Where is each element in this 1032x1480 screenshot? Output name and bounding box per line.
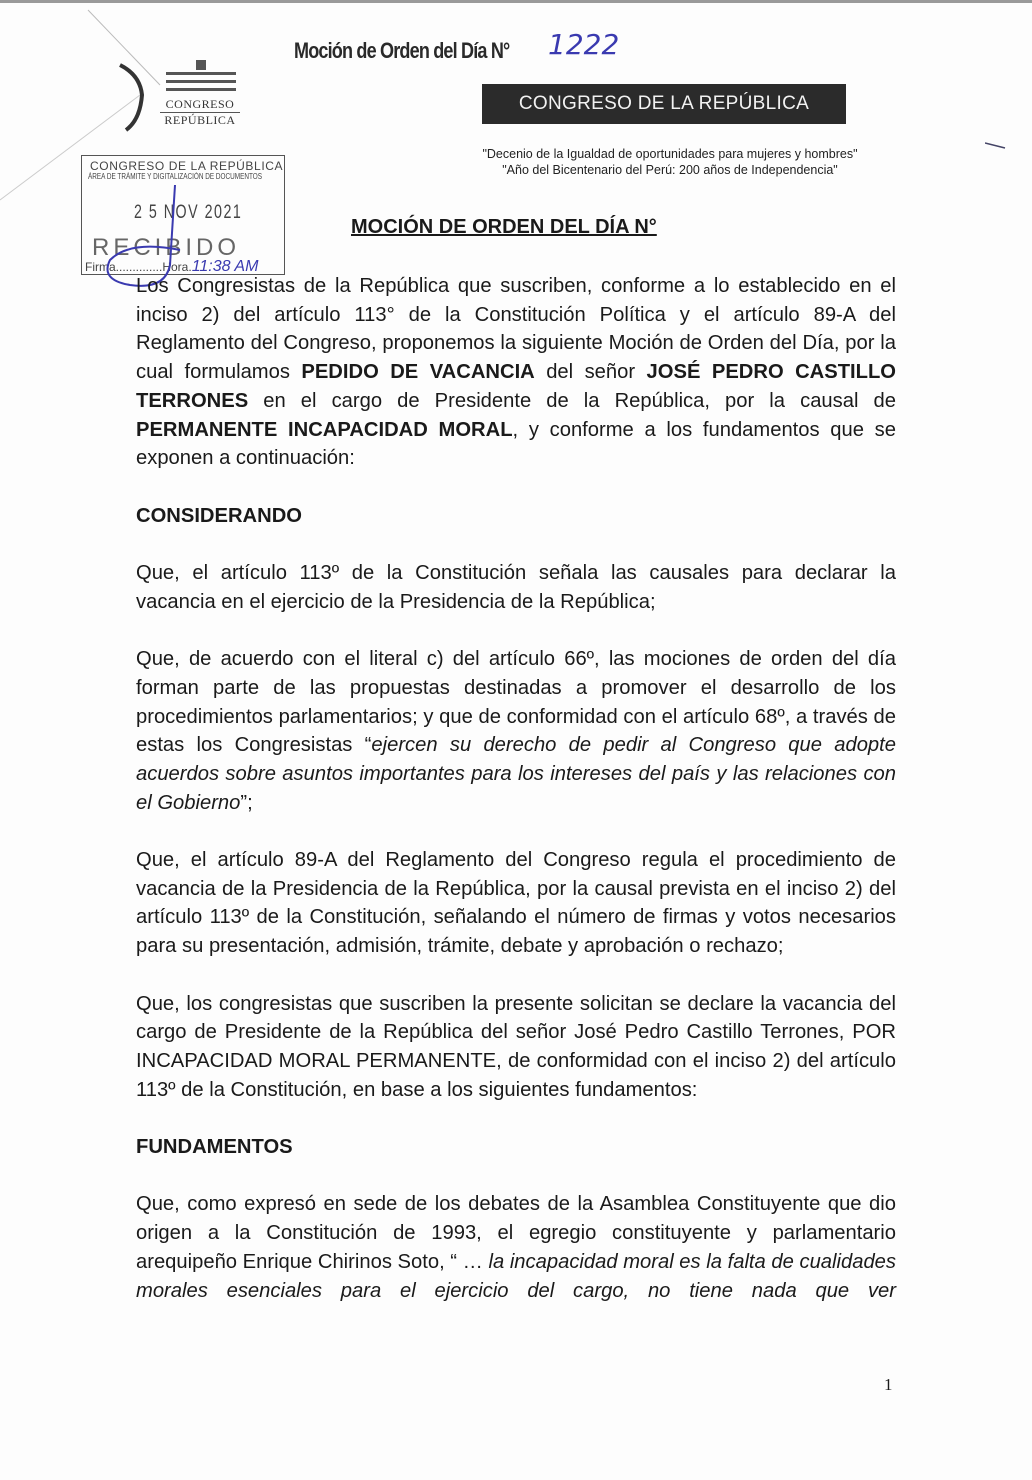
header-banner: CONGRESO DE LA REPÚBLICA: [482, 84, 846, 124]
italic-quote: la incapacidad moral es la falta de cualidades morales esenciales para el ejercicio del cargo, no tiene nada que ver: [136, 1250, 896, 1302]
stamp-date: 2 5 NOV 2021: [134, 202, 243, 223]
bold-text: PEDIDO DE VACANCIA: [301, 361, 535, 384]
text-run: Que, como expresó en sede de los debates de la Asamblea Constituyente que dio origen a la Constitución de 1993, el egregio constituyente y parlamentario arequipeño Enrique Chirinos Soto, “ …: [136, 1193, 896, 1273]
motto-2: "Año del Bicentenario del Perú: 200 años de Independencia": [502, 163, 838, 177]
text-run: FUNDAMENTOS: [136, 1136, 293, 1158]
section-heading: [136, 1133, 896, 1162]
italic-quote: ejercen su derecho de pedir al Congreso que adopte acuerdos sobre asuntos importantes para los intereses del país y las relaciones con el Gobierno: [136, 734, 896, 814]
pen-mark: [985, 140, 1007, 150]
mocion-number-handwritten: 1222: [548, 28, 620, 61]
bold-text: PERMANENTE INCAPACIDAD MORAL: [136, 418, 513, 441]
document-title: MOCIÓN DE ORDEN DEL DÍA N°: [351, 216, 657, 238]
bold-text: JOSÉ PEDRO CASTILLO TERRONES: [136, 361, 897, 412]
mottos: [420, 146, 920, 178]
document-body: [136, 272, 896, 1334]
paragraph: [136, 559, 896, 616]
congreso-logo-text: [160, 97, 240, 128]
stamp-line2: ÁREA DE TRÁMITE Y DIGITALIZACIÓN DE DOCUMENTOS: [88, 172, 263, 181]
motto-1: "Decenio de la Igualdad de oportunidades para mujeres y hombres": [482, 147, 858, 161]
text-run: , y conforme a los fundamentos que se exponen a continuación:: [136, 418, 896, 470]
hora-label: Hora.: [162, 260, 192, 274]
paragraph: [136, 1190, 896, 1305]
hora-value: 11:38 AM: [191, 258, 259, 275]
text-run: Los Congresistas de la República que suscriben, conforme a lo establecido en el inciso 2) del artículo 113° de la Constitución Política y el artículo 89-A del Reglamento del Congreso, proponemos la siguiente Moción de Orden del Día, por la cual formulamos: [136, 275, 896, 384]
paragraph: [136, 990, 896, 1105]
text-run: Que, el artículo 89-A del Reglamento del Congreso regula el procedimiento de vacancia de la Presidencia de la República, por la causal prevista en el inciso 2) del artículo 113º de la Constitución, señalando el número de firmas y votos necesarios para su presentación, admisión, trámite, debate y aprobación o rechazo;: [136, 849, 896, 958]
text-run: Que, el artículo 113º de la Constitución señala las causales para declarar la vacancia en el ejercicio de la Presidencia de la República;: [136, 562, 896, 613]
page-number: 1: [884, 1375, 893, 1394]
text-run: del señor: [534, 361, 647, 384]
text-run: en el cargo de Presidente de la República, por la causal de: [248, 389, 896, 412]
text-run: ”;: [240, 791, 253, 814]
paragraph: [136, 645, 896, 817]
stamp-status: RECIBIDO: [92, 234, 241, 261]
section-heading: [136, 502, 896, 531]
text-run: Que, los congresistas que suscriben la presente solicitan se declare la vacancia del cargo de Presidente de la República del señor José Pedro Castillo Terrones, POR INCAPACIDAD MORAL PERMANENTE, de conformidad con el inciso 2) del artículo 113º de la Constitución, en base a los siguientes fundamentos:: [136, 992, 896, 1101]
text-run: CONSIDERANDO: [136, 504, 302, 527]
paragraph: [136, 846, 896, 961]
text-run: Que, de acuerdo con el literal c) del artículo 66º, las mociones de orden del día forman parte de las propuestas destinadas a promover el desarrollo de los procedimientos parlamentarios; y que de conformidad con el artículo 68º, a través de estas los Congresistas “: [136, 648, 896, 757]
firma-label: Firma..............: [85, 260, 163, 274]
stamp-line1: CONGRESO DE LA REPÚBLICA: [90, 159, 284, 173]
paragraph: [136, 272, 896, 473]
logo-text-republica: REPÚBLICA: [164, 113, 236, 127]
mocion-stamp-label: Moción de Orden del Día N°: [294, 38, 510, 63]
logo-text-congreso: CONGRESO: [160, 97, 240, 113]
